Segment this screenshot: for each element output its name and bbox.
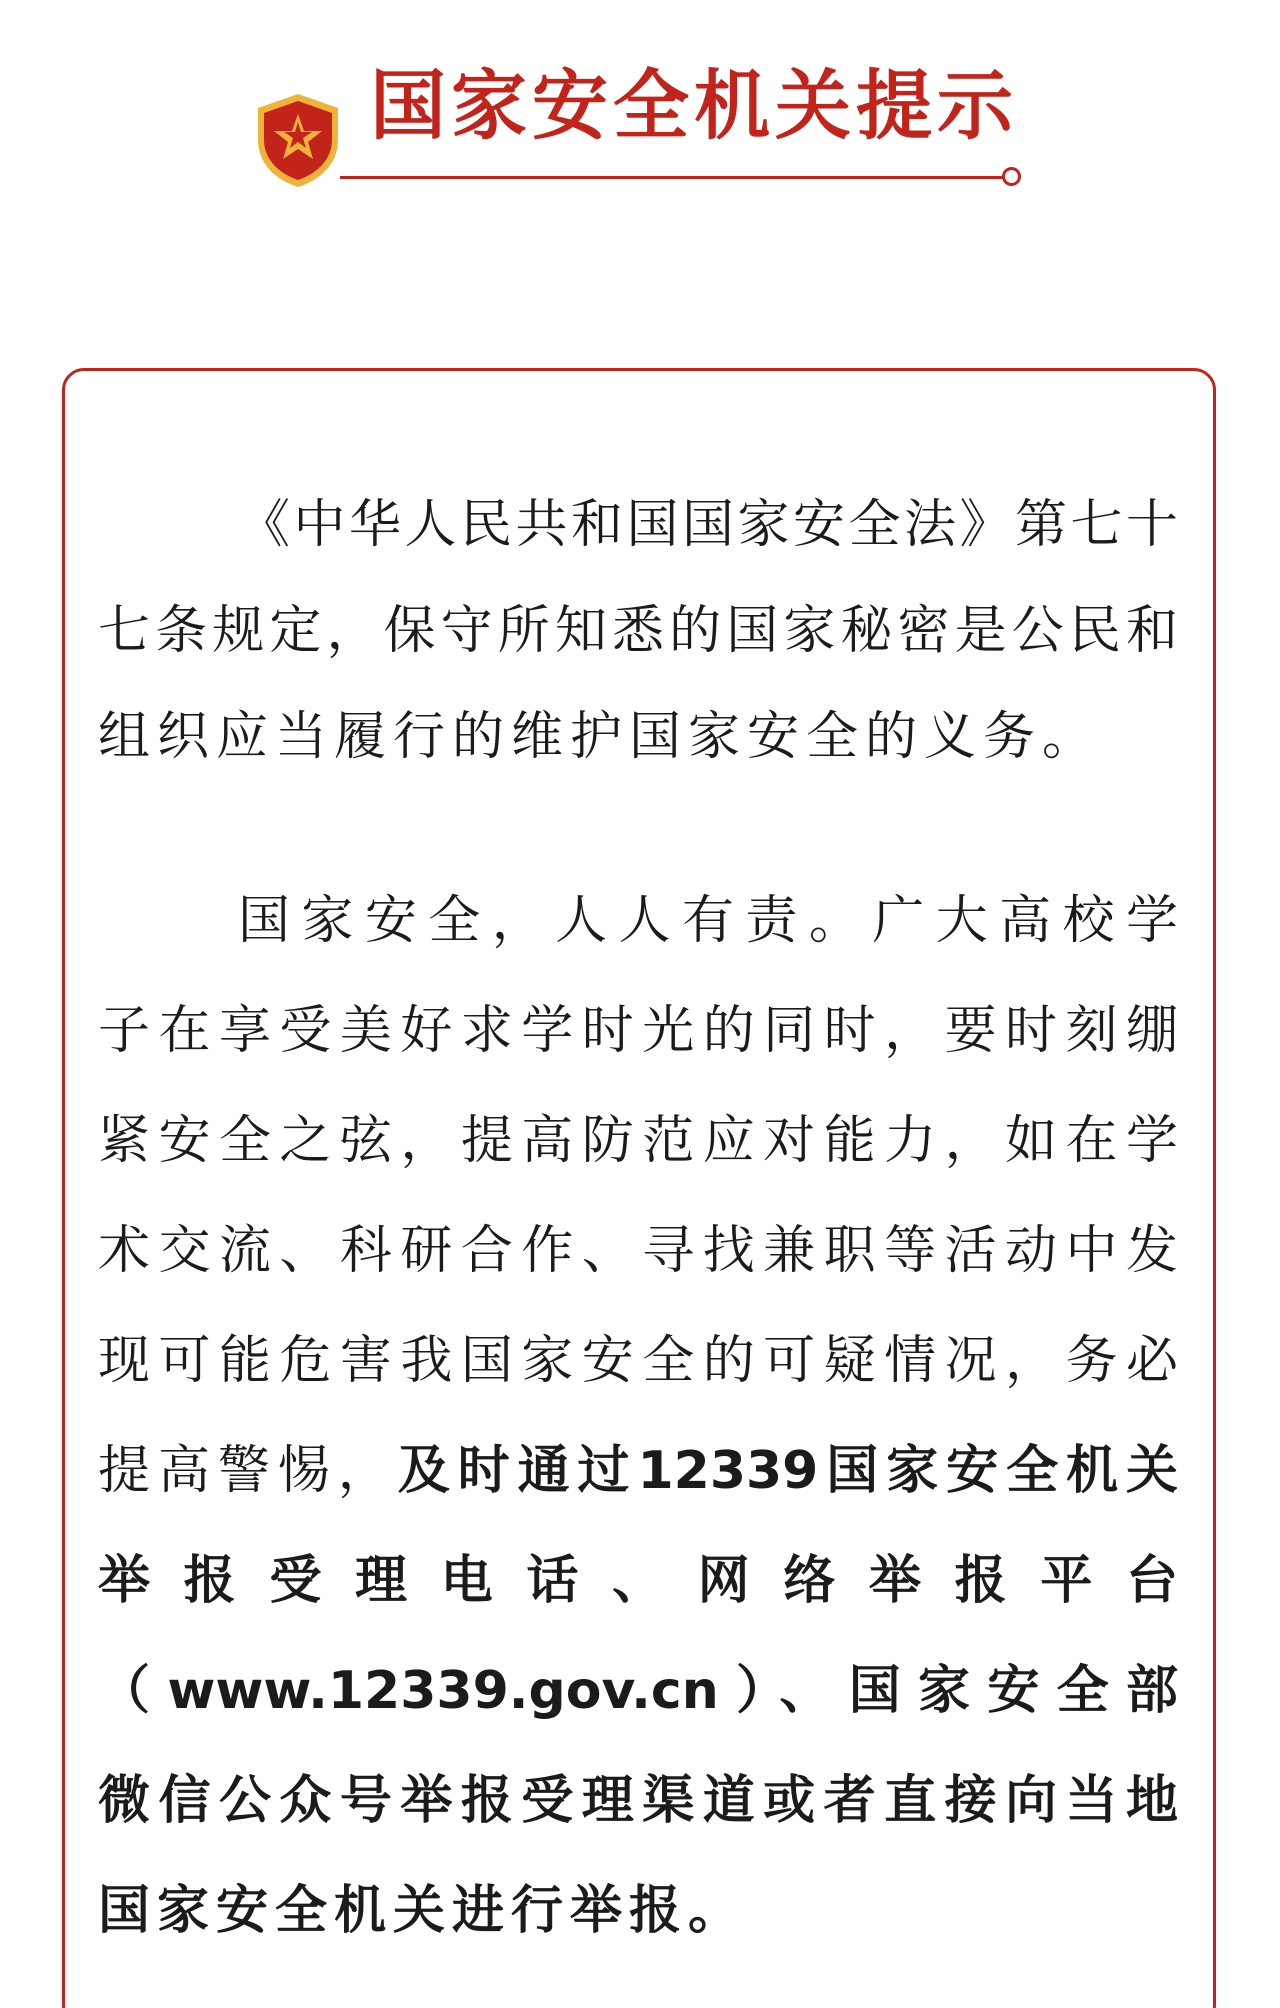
paragraph-line: 紧安全之弦，提高防范应对能力，如在学 xyxy=(98,1111,1178,1171)
national-security-emblem-icon xyxy=(256,92,340,188)
paragraph-line: 现可能危害我国家安全的可疑情况，务必 xyxy=(98,1331,1178,1391)
paragraph-line: 国家安全，人人有责。广大高校学 xyxy=(238,891,1178,951)
notice-paragraph-2 xyxy=(98,866,1178,1966)
notice-paragraph-1 xyxy=(98,472,1178,790)
paragraph-line: 术交流、科研合作、寻找兼职等活动中发 xyxy=(98,1221,1178,1281)
paragraph-line: 七条规定，保守所知悉的国家秘密是公民和 xyxy=(98,601,1178,661)
page-title: 国家安全机关提示 xyxy=(370,61,1018,150)
report-channel-line: （www.12339.gov.cn）、国家安全部 xyxy=(98,1661,1178,1721)
report-channel-highlight: 及时通过12339国家安全机关 xyxy=(397,1441,1178,1501)
paragraph-line: 组织应当履行的维护国家安全的义务。 xyxy=(98,707,1102,767)
title-underline-dot xyxy=(1002,167,1021,186)
report-channel-line: 国家安全机关进行举报。 xyxy=(98,1881,748,1941)
paragraph-text: 提高警惕， xyxy=(98,1441,398,1501)
report-channel-line: 微信公众号举报受理渠道或者直接向当地 xyxy=(98,1771,1178,1831)
paragraph-line-mixed xyxy=(98,1416,1178,1526)
title-underline xyxy=(340,176,1004,179)
paragraph-line: 《中华人民共和国国家安全法》第七十 xyxy=(238,495,1178,555)
header xyxy=(0,0,1280,200)
report-channel-line: 举报受理电话、网络举报平台 xyxy=(98,1551,1178,1611)
paragraph-line: 子在享受美好求学时光的同时，要时刻绷 xyxy=(98,1001,1178,1061)
